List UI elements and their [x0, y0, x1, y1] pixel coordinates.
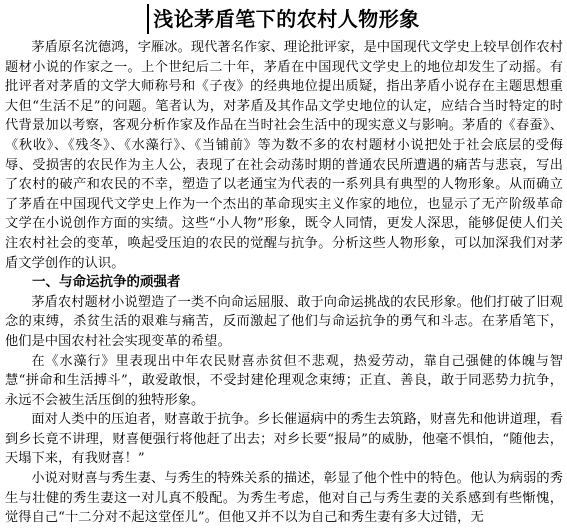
article-title: 浅论茅盾笔下的农村人物形象: [147, 4, 420, 34]
section-paragraph: 面对人类中的压迫者，财喜敢于抗争。乡长催逼病中的秀生去筑路，财喜先和他讲道理，看到乡长竟不讲理，财喜便强行将他赶了出去；对乡长要“报局”的威胁，他毫不惧怕，“随他去，天塌下来，有我财喜！”: [5, 412, 563, 467]
section-paragraph: 在《水藻行》里表现出中年农民财喜赤贫但不悲观，热爱劳动，靠自己强健的体魄与智慧“拼命和生活搏斗”，敢爱敢恨，不受封建伦理观念束缚；正直、善良，敢于同恶势力抗争，永远不会被生活压倒的独特形象。: [5, 353, 563, 408]
section-heading: 一、与命运抗争的顽强者: [32, 274, 181, 291]
title-row: [0, 4, 567, 38]
section-paragraph: 茅盾农村题材小说塑造了一类不向命运屈服、敢于向命运挑战的农民形象。他们打破了旧观念的束缚，杀贫生活的艰难与痛苦，反而激起了他们与命运抗争的勇气和斗志。在茅盾笔下，他们是中国农村社会实现变革的希望。: [5, 294, 563, 349]
article-body: [0, 38, 567, 528]
document-page: [0, 4, 567, 526]
intro-paragraph: 茅盾原名沈德鸿，字雁冰。现代著名作家、理论批评家，是中国现代文学史上较早创作农村题材小说的作家之一。上个世纪后二十年，茅盾在中国现代文学史上的地位却发生了动摇。有批评者对茅盾的文学大师称号和《子夜》的经典地位提出质疑，指出茅盾小说存在主题思想重大但“生活不足”的问题。笔者认为，对茅盾及其作品文学史地位的认定，应结合当时特定的时代背景加以考察，客观分析作家及作品在当时社会生活中的现实意义与影响。茅盾的《春蚕》、《秋收》、《残冬》、《水藻行》、《当铺前》等为数不多的农村题材小说把处于社会底层的受侮辱、受损害的农民作为主人公，表现了在社会动荡时期的普通农民所遭遇的痛苦与悲哀，写出了农村的破产和农民的不幸，塑造了以老通宝为代表的一系列具有典型的人物形象。从而确立了茅盾在中国现代文学史上作为一个杰出的革命现实主义作家的地位，也显示了无产阶级革命文学在小说创作方面的实绩。这些“小人物”形象，既令人同情，更发人深思，能够促使人们关注农村社会的变革，唤起受压迫的农民的觉醒与抗争。分析这些人物形象，可以加深我们对茅盾文学创作的认识。: [5, 40, 563, 271]
section-paragraph: 小说对财喜与秀生妻、与秀生的特殊关系的描述，彰显了他个性中的特色。他认为病弱的秀生与壮健的秀生妻这一对儿真不般配。为秀生考虑，他对自己与秀生妻的关系感到有些惭愧，觉得自己“十二分对不起这堂侄儿”。但他又并不以为自己和秀生妻有多大过错，无: [5, 471, 563, 526]
